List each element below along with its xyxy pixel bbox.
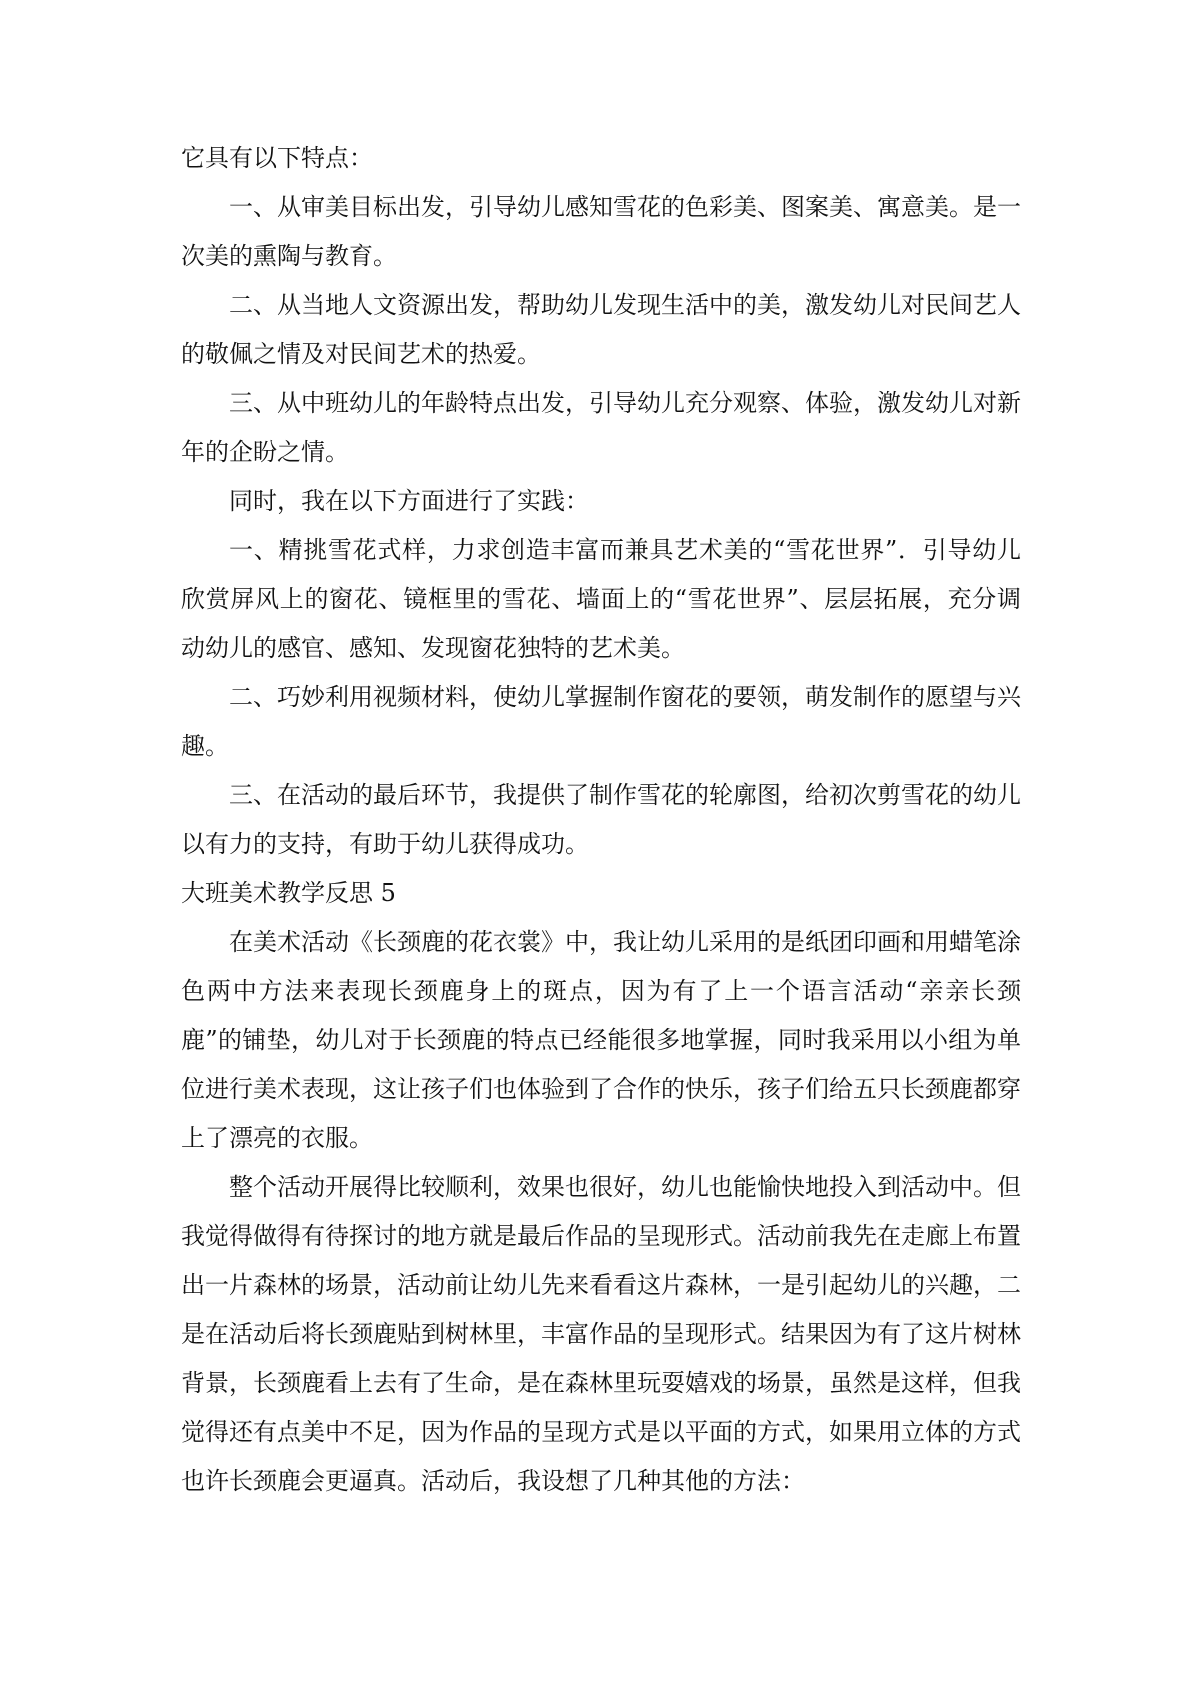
paragraph-intro: 它具有以下特点： [181, 144, 373, 172]
paragraph-feature-2: 二、从当地人文资源出发，帮助幼儿发现生活中的美，激发幼儿对民间艺人的敬佩之情及对民间艺术的热爱。 [181, 291, 1021, 368]
paragraph-practice-intro: 同时，我在以下方面进行了实践： [229, 487, 589, 515]
paragraph-reflection-1: 在美术活动《长颈鹿的花衣裳》中，我让幼儿采用的是纸团印画和用蜡笔涂色两中方法来表现长颈鹿身上的斑点，因为有了上一个语言活动“亲亲长颈鹿”的铺垫，幼儿对于长颈鹿的特点已经能很多地掌握，同时我采用以小组为单位进行美术表现，这让孩子们也体验到了合作的快乐，孩子们给五只长颈鹿都穿上了漂亮的衣服。 [181, 928, 1021, 1152]
paragraph-feature-1: 一、从审美目标出发，引导幼儿感知雪花的色彩美、图案美、寓意美。是一次美的熏陶与教育。 [181, 193, 1021, 270]
section-heading: 大班美术教学反思 5 [181, 879, 396, 907]
paragraph-feature-3: 三、从中班幼儿的年龄特点出发，引导幼儿充分观察、体验，激发幼儿对新年的企盼之情。 [181, 389, 1021, 466]
paragraph-practice-1: 一、精挑雪花式样，力求创造丰富而兼具艺术美的“雪花世界”．引导幼儿欣赏屏风上的窗花、镜框里的雪花、墙面上的“雪花世界”、层层拓展，充分调动幼儿的感官、感知、发现窗花独特的艺术美。 [181, 536, 1021, 662]
document-body [181, 134, 1021, 1506]
paragraph-practice-2: 二、巧妙利用视频材料，使幼儿掌握制作窗花的要领，萌发制作的愿望与兴趣。 [181, 683, 1021, 760]
paragraph-reflection-2: 整个活动开展得比较顺利，效果也很好，幼儿也能愉快地投入到活动中。但我觉得做得有待探讨的地方就是最后作品的呈现形式。活动前我先在走廊上布置出一片森林的场景，活动前让幼儿先来看看这片森林，一是引起幼儿的兴趣，二是在活动后将长颈鹿贴到树林里，丰富作品的呈现形式。结果因为有了这片树林背景，长颈鹿看上去有了生命，是在森林里玩耍嬉戏的场景，虽然是这样，但我觉得还有点美中不足，因为作品的呈现方式是以平面的方式，如果用立体的方式也许长颈鹿会更逼真。活动后，我设想了几种其他的方法： [181, 1173, 1021, 1495]
paragraph-practice-3: 三、在活动的最后环节，我提供了制作雪花的轮廓图，给初次剪雪花的幼儿以有力的支持，有助于幼儿获得成功。 [181, 781, 1021, 858]
